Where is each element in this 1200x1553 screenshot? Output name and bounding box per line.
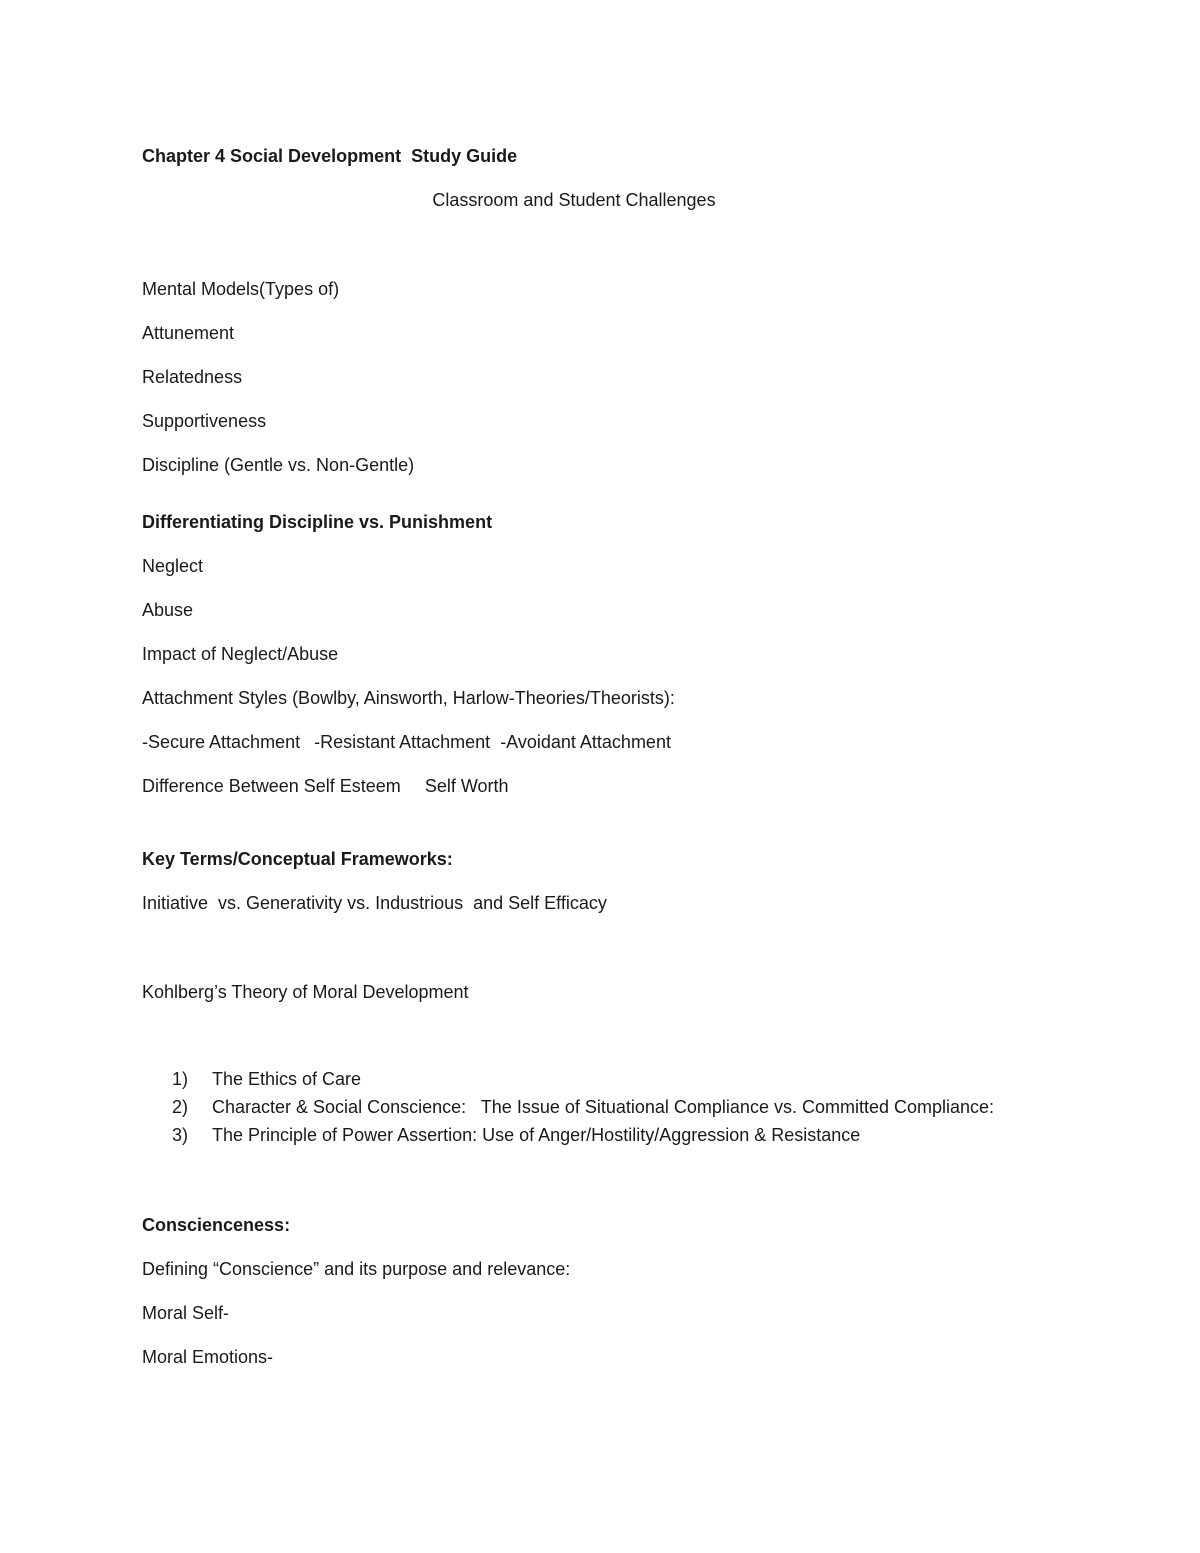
document-subtitle: Classroom and Student Challenges <box>432 190 716 210</box>
list-text: The Ethics of Care <box>212 1069 362 1089</box>
resistant-attachment: -Resistant Attachment <box>314 732 491 752</box>
self-worth-text: Self Worth <box>424 776 509 796</box>
item-initiative: Initiative vs. Generativity vs. Industrious and Self Efficacy <box>142 893 607 913</box>
item-neglect: Neglect <box>142 556 204 576</box>
list-text: Character & Social Conscience: The Issue of Situational Compliance vs. Committed Compliance: <box>212 1097 995 1117</box>
self-esteem-text: Difference Between Self Esteem <box>142 776 401 796</box>
list-number: 3) <box>172 1125 189 1145</box>
item-defining-conscience: Defining “Conscience” and its purpose and relevance: <box>142 1259 571 1279</box>
item-impact: Impact of Neglect/Abuse <box>142 644 339 664</box>
item-moral-self: Moral Self- <box>142 1303 230 1323</box>
item-abuse: Abuse <box>142 600 194 620</box>
list-text: The Principle of Power Assertion: Use of Anger/Hostility/Aggression & Resistance <box>212 1125 861 1145</box>
item-kohlberg: Kohlberg’s Theory of Moral Development <box>142 982 469 1002</box>
list-number: 1) <box>172 1069 189 1089</box>
heading-discipline-vs-punishment: Differentiating Discipline vs. Punishment <box>142 512 493 532</box>
item-attachment-styles: Attachment Styles (Bowlby, Ainsworth, Harlow-Theories/Theorists): <box>142 688 675 708</box>
item-relatedness: Relatedness <box>142 367 243 387</box>
list-number: 2) <box>172 1097 189 1117</box>
item-moral-emotions: Moral Emotions- <box>142 1347 274 1367</box>
heading-conscienceness: Conscienceness: <box>142 1215 291 1235</box>
item-mental-models: Mental Models(Types of) <box>142 279 340 299</box>
item-discipline: Discipline (Gentle vs. Non-Gentle) <box>142 455 415 475</box>
list-item <box>172 1068 361 1090</box>
heading-key-terms: Key Terms/Conceptual Frameworks: <box>142 849 453 869</box>
list-item <box>172 1096 994 1118</box>
item-attunement: Attunement <box>142 323 235 343</box>
document-title: Chapter 4 Social Development Study Guide <box>142 146 518 166</box>
secure-attachment: -Secure Attachment <box>142 732 301 752</box>
avoidant-attachment: -Avoidant Attachment <box>500 732 671 752</box>
list-item <box>172 1124 860 1146</box>
item-supportiveness: Supportiveness <box>142 411 267 431</box>
attachment-types-line <box>142 731 671 753</box>
self-esteem-line <box>142 775 509 797</box>
